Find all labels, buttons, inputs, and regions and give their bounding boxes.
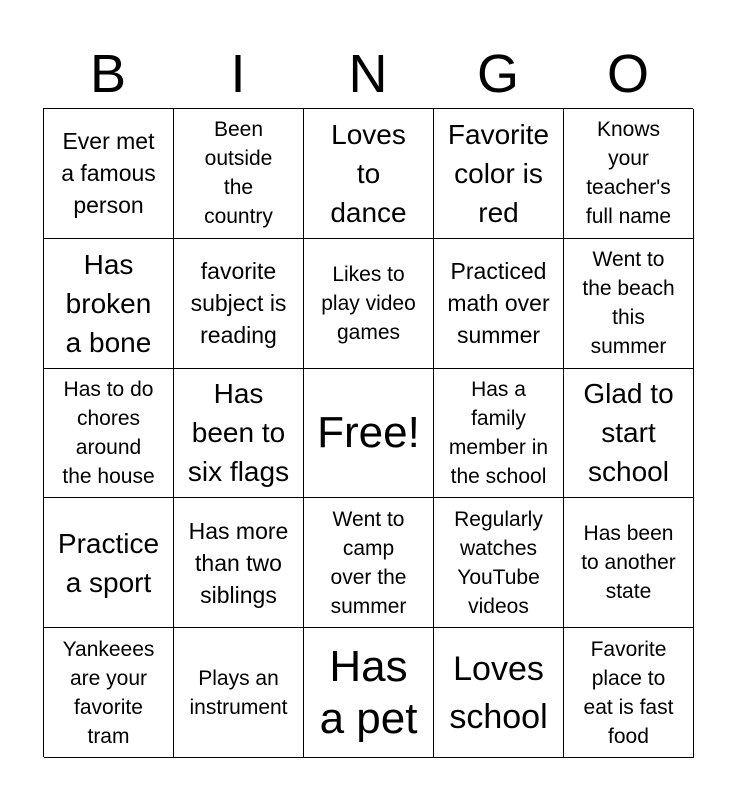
bingo-cell-g3[interactable]: [434, 369, 564, 499]
cell-text: Favorite color is red: [447, 118, 550, 228]
cell-text: Went to camp over the summer: [330, 507, 407, 618]
bingo-cell-i2[interactable]: [174, 239, 304, 369]
cell-text: Glad to start school: [583, 378, 674, 488]
cell-text: Yankeees are your favorite tram: [62, 637, 155, 748]
bingo-header: [43, 40, 693, 108]
bingo-cell-b1[interactable]: [44, 109, 174, 239]
cell-text: Been outside the country: [204, 118, 273, 229]
bingo-cell-i5[interactable]: [174, 628, 304, 758]
bingo-cell-o4[interactable]: [564, 498, 694, 628]
bingo-board: [43, 108, 693, 757]
cell-text: Favorite place to eat is fast food: [583, 637, 674, 748]
cell-text: Has to do chores around the house: [62, 377, 155, 488]
cell-text: Has broken a bone: [65, 248, 152, 358]
cell-text: Loves to dance: [330, 118, 407, 228]
header-letter-b: B: [89, 44, 127, 104]
bingo-cell-n4[interactable]: [304, 498, 434, 628]
bingo-cell-g2[interactable]: [434, 239, 564, 369]
header-letter-i: I: [230, 44, 246, 104]
bingo-cell-n2[interactable]: [304, 239, 434, 369]
header-letter-g: G: [476, 44, 519, 104]
cell-text: Regularly watches YouTube videos: [454, 507, 543, 618]
bingo-cell-n1[interactable]: [304, 109, 434, 239]
bingo-cell-g5[interactable]: [434, 628, 564, 758]
bingo-cell-o1[interactable]: [564, 109, 694, 239]
bingo-cell-o2[interactable]: [564, 239, 694, 369]
bingo-cell-o5[interactable]: [564, 628, 694, 758]
bingo-cell-g1[interactable]: [434, 109, 564, 239]
bingo-cell-free[interactable]: [304, 369, 434, 499]
header-letter-o: O: [606, 44, 649, 104]
cell-text: Knows your teacher's full name: [585, 118, 672, 229]
bingo-cell-g4[interactable]: [434, 498, 564, 628]
cell-text: favorite subject is reading: [190, 258, 287, 349]
header-letter-n: N: [348, 44, 388, 104]
cell-text: Ever met a famous person: [61, 128, 156, 219]
cell-text: Has a pet: [319, 641, 418, 743]
cell-text: Has been to another state: [581, 522, 676, 604]
cell-text: Loves school: [449, 649, 548, 736]
bingo-cell-b2[interactable]: [44, 239, 174, 369]
bingo-cell-i1[interactable]: [174, 109, 304, 239]
bingo-cell-n5[interactable]: [304, 628, 434, 758]
cell-text: Likes to play video games: [321, 262, 416, 344]
bingo-cell-b3[interactable]: [44, 369, 174, 499]
bingo-cell-i4[interactable]: [174, 498, 304, 628]
cell-text: Plays an instrument: [189, 666, 288, 719]
cell-text: Has been to six flags: [187, 378, 290, 488]
cell-text: Has a family member in the school: [448, 377, 549, 488]
bingo-cell-o3[interactable]: [564, 369, 694, 499]
cell-text: Went to the beach this summer: [582, 248, 675, 359]
bingo-cell-i3[interactable]: [174, 369, 304, 499]
cell-text: Has more than two siblings: [188, 517, 289, 608]
bingo-cell-b4[interactable]: [44, 498, 174, 628]
bingo-cell-b5[interactable]: [44, 628, 174, 758]
cell-text: Practice a sport: [57, 527, 160, 598]
cell-text: Practiced math over summer: [447, 258, 550, 349]
cell-text: Free!: [317, 407, 420, 457]
